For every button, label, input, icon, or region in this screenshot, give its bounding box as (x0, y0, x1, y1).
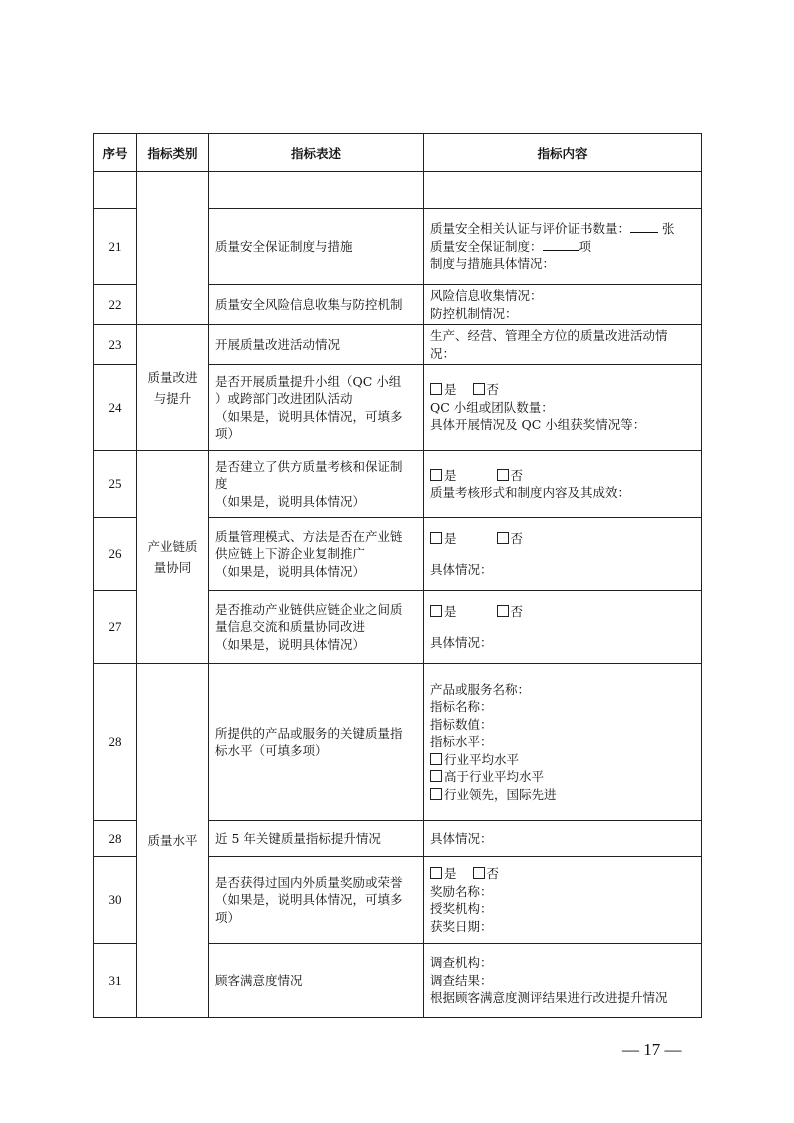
row-content (424, 285, 702, 325)
yes-checkbox[interactable] (430, 867, 442, 879)
row-description (209, 591, 424, 664)
content-line: 防控机制情况： (430, 305, 518, 321)
description-line: 项） (215, 909, 241, 925)
row-content (424, 365, 702, 451)
category-label: 量协同 (153, 560, 192, 575)
row-number: 21 (94, 209, 137, 285)
yes-checkbox[interactable] (430, 605, 442, 617)
row-content (424, 591, 702, 664)
row-description: 开展质量改进活动情况 (209, 325, 424, 365)
row-number: 31 (94, 944, 137, 1018)
row-number: 24 (94, 365, 137, 451)
no-checkbox[interactable] (497, 469, 509, 481)
content-line: 具体情况： (430, 562, 493, 577)
yes-checkbox[interactable] (430, 532, 442, 544)
content-line: 调查机构： (430, 955, 493, 971)
content-line: 生产、经营、管理全方位的质量改进活动情 (430, 328, 668, 343)
no-label: 否 (510, 467, 524, 483)
yes-checkbox[interactable] (430, 469, 442, 481)
row-number: 27 (94, 591, 137, 664)
category-cell-continued (137, 172, 209, 325)
row-description (209, 365, 424, 451)
content-line: 授奖机构： (430, 901, 493, 916)
content-line: 具体情况： (430, 635, 493, 650)
header-row (94, 134, 702, 172)
description-line: （如果是，说明具体情况，可填多 (215, 892, 403, 908)
option-checkbox[interactable] (430, 753, 442, 765)
yes-label: 是 (444, 382, 457, 398)
no-label: 否 (486, 382, 500, 398)
table-row (94, 664, 702, 821)
category-label: 产业链质 (147, 539, 198, 554)
yes-label: 是 (444, 866, 457, 881)
row-content (424, 209, 702, 285)
fill-blank[interactable] (543, 239, 579, 251)
row-description: 顾客满意度情况 (209, 944, 424, 1018)
row-number-empty (94, 172, 137, 209)
fill-blank[interactable] (630, 221, 658, 233)
content-line: 产品或服务名称： (430, 681, 531, 697)
yes-checkbox[interactable] (430, 383, 442, 395)
content-line: 质量安全保证制度： (430, 238, 543, 254)
row-description (209, 451, 424, 518)
description-line: 是否推动产业链供应链企业之间质 (215, 601, 403, 617)
description-line: 质量管理模式、方法是否在产业链 (215, 528, 403, 544)
category-label: 与提升 (153, 390, 192, 406)
row-number: 23 (94, 325, 137, 365)
header-description: 指标表述 (209, 134, 424, 172)
description-line: 量信息交流和质量协同改进 (215, 619, 366, 635)
row-content-empty (424, 172, 702, 209)
row-description (209, 664, 424, 821)
content-line: QC 小组或团队数量： (430, 399, 554, 415)
option-label: 高于行业平均水平 (444, 769, 545, 785)
row-number: 28 (94, 664, 137, 821)
row-content (424, 857, 702, 944)
row-number: 26 (94, 518, 137, 591)
row-description: 质量安全保证制度与措施 (209, 209, 424, 285)
description-line: （如果是，说明具体情况） (215, 563, 366, 579)
no-label: 否 (510, 530, 524, 546)
content-unit: 项 (578, 238, 592, 254)
row-description: 质量安全风险信息收集与防控机制 (209, 285, 424, 325)
content-line: 根据顾客满意度测评结果进行改进提升情况 (430, 990, 668, 1006)
option-checkbox[interactable] (430, 788, 442, 800)
description-line: 供应链上下游企业复制推广 (215, 546, 366, 562)
category-quality-level: 质量水平 (137, 664, 209, 1018)
content-line: 具体开展情况及 QC 小组获奖情况等： (430, 417, 646, 433)
description-line: 是否建立了供方质量考核和保证制 (215, 458, 403, 474)
no-checkbox[interactable] (497, 532, 509, 544)
row-content (424, 821, 702, 857)
description-line: 度 (215, 476, 228, 492)
page-number: — 17 — (622, 1040, 682, 1059)
no-checkbox[interactable] (473, 383, 485, 395)
no-label: 否 (486, 866, 500, 881)
description-line: （如果是，说明具体情况） (215, 636, 366, 652)
row-content (424, 451, 702, 518)
yes-label: 是 (444, 603, 457, 619)
row-number: 30 (94, 857, 137, 944)
header-content: 指标内容 (424, 134, 702, 172)
table-row (94, 325, 702, 365)
row-content (424, 944, 702, 1018)
content-line: 奖励名称： (430, 883, 493, 899)
no-checkbox[interactable] (497, 605, 509, 617)
description-line: （如果是，说明具体情况） (215, 493, 366, 509)
yes-label: 是 (444, 530, 457, 546)
category-label: 质量改进 (147, 369, 198, 385)
row-number: 25 (94, 451, 137, 518)
description-line: 所提供的产品或服务的关键质量指 (215, 725, 403, 741)
content-line: 调查结果： (430, 972, 493, 988)
option-label: 行业平均水平 (444, 751, 520, 767)
indicator-table (93, 133, 702, 1018)
table-row (94, 451, 702, 518)
option-checkbox[interactable] (430, 770, 442, 782)
content-line: 获奖日期： (430, 918, 493, 934)
row-description-empty (209, 172, 424, 209)
header-category: 指标类别 (137, 134, 209, 172)
row-number: 22 (94, 285, 137, 325)
content-line: 质量考核形式和制度内容及其成效： (430, 485, 631, 500)
row-content (424, 325, 702, 365)
no-checkbox[interactable] (473, 867, 485, 879)
description-line: 是否获得过国内外质量奖励或荣誉 (215, 874, 403, 890)
description-line: （如果是，说明具体情况，可填多 (215, 408, 403, 424)
category-quality-improvement (137, 325, 209, 451)
row-description (209, 518, 424, 591)
yes-label: 是 (444, 467, 457, 483)
content-line: 风险信息收集情况： (430, 288, 543, 303)
description-line: 标水平（可填多项） (215, 743, 328, 758)
option-label: 行业领先，国际先进 (444, 786, 557, 802)
description-line: 是否开展质量提升小组（QC 小组 (215, 373, 402, 389)
content-line: 指标名称： (430, 699, 493, 715)
content-line: 制度与措施具体情况： (430, 256, 556, 272)
row-description (209, 857, 424, 944)
content-line: 具体情况： (430, 830, 493, 846)
content-line: 指标数值： (430, 716, 493, 732)
row-content (424, 664, 702, 821)
description-line: ）或跨部门改进团队活动 (215, 391, 353, 406)
category-chain-collaboration (137, 451, 209, 664)
content-line: 质量安全相关认证与评价证书数量： (430, 221, 631, 237)
row-description: 近 5 年关键质量指标提升情况 (209, 821, 424, 857)
no-label: 否 (510, 603, 524, 619)
row-content (424, 518, 702, 591)
content-line: 况： (430, 345, 456, 361)
content-unit: 张 (662, 221, 675, 237)
description-line: 项） (215, 426, 241, 441)
content-line: 指标水平： (430, 734, 493, 750)
header-number: 序号 (94, 134, 137, 172)
table-row (94, 172, 702, 209)
row-number: 28 (94, 821, 137, 857)
